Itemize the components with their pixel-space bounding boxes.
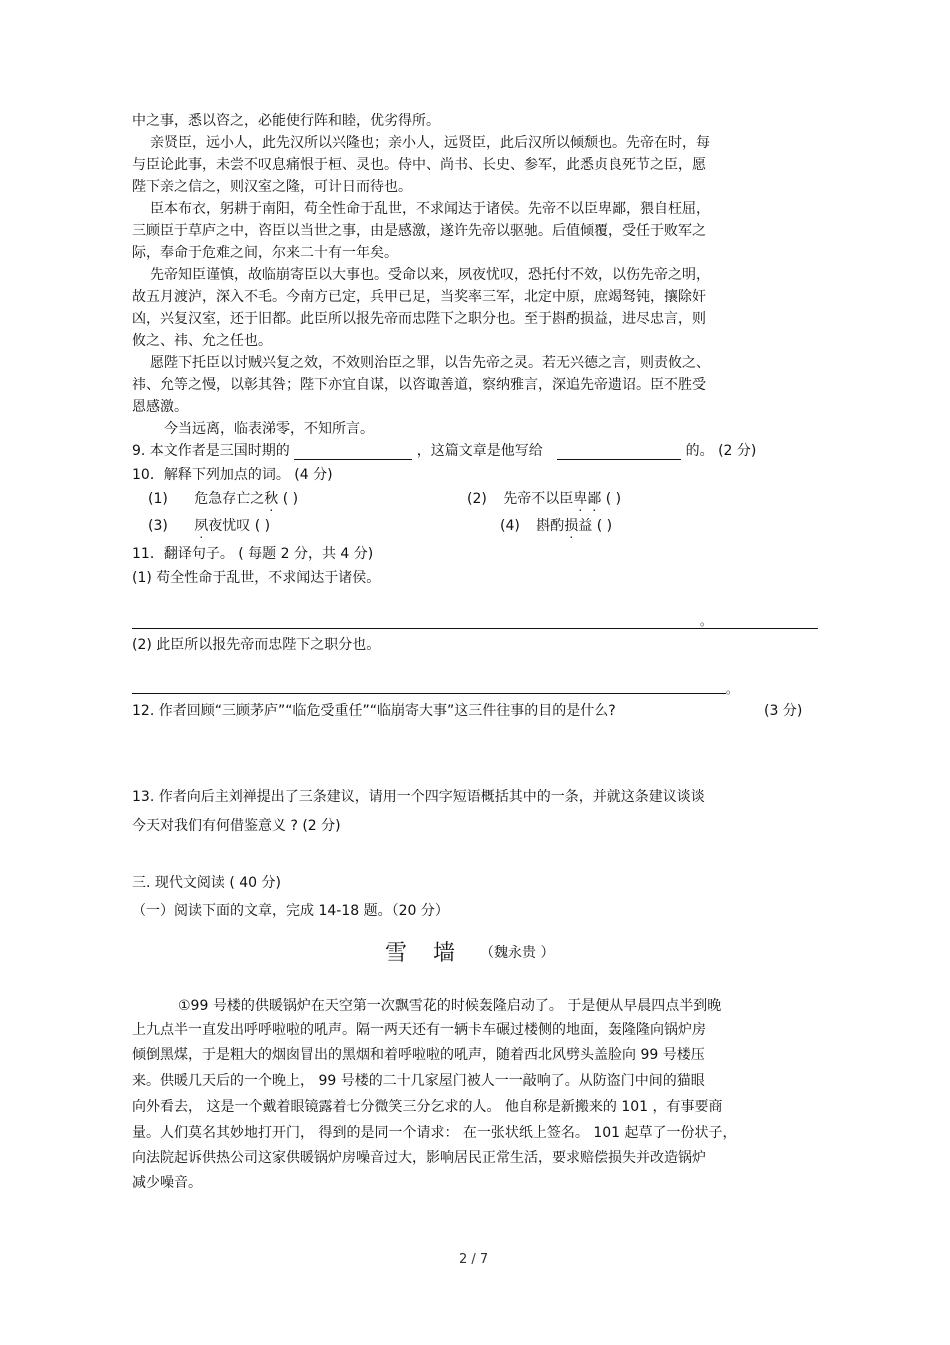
period-mark: 。 — [700, 614, 713, 628]
passage-line: 故五月渡泸，深入不毛。今南方已定，兵甲已足，当奖率三军，北定中原，庶竭驽钝，攘除奸 — [132, 289, 706, 305]
question-13: 13. 作者向后主刘禅提出了三条建议，请用一个四字短语概括其中的一条，并就这条建议谈谈 — [132, 789, 705, 805]
article-line: 倾倒黑煤，于是粗大的烟囱冒出的黑烟和着呼啦啦的吼声，随着西北风劈头盖脸向 99 号楼压 — [132, 1047, 705, 1063]
passage-line: 际，奉命于危难之间，尔来二十有一年矣。 — [132, 245, 398, 261]
answer-blank[interactable] — [294, 445, 412, 460]
article-title: 雪墙 — [385, 941, 482, 966]
page-number: 2 / 7 — [459, 1252, 489, 1267]
article-author: （魏永贵 ） — [480, 945, 555, 961]
article-line: 量。人们莫名其妙地打开门， 得到的是同一个请求： 在一张状纸上签名。 101 起草了一份状子， — [132, 1125, 737, 1141]
section-subheading: （一）阅读下面的文章，完成 14-18 题。（20 分） — [132, 903, 449, 919]
passage-line: 攸之、祎、允之任也。 — [132, 333, 272, 349]
question-12-score: (3 分) — [764, 703, 803, 719]
passage-line: 亲贤臣，远小人，此先汉所以兴隆也；亲小人，远贤臣，此后汉所以倾颓也。先帝在时，每 — [150, 135, 710, 151]
article-line: 来。供暖几天后的一个晚上， 99 号楼的二十几家屋门被人一一敲响了。从防盗门中间的猫眼 — [132, 1073, 705, 1089]
q10-item-2: (2) 先帝不以臣卑鄙 ( ) — [467, 491, 622, 507]
passage-line: 先帝知臣谨慎，故临崩寄臣以大事也。受命以来，夙夜忧叹，恐托付不效，以伤先帝之明， — [150, 267, 710, 283]
passage-line: 今当远离，临表涕零，不知所言。 — [164, 421, 374, 437]
question-12: 12. 作者回顾“三顾茅庐”“临危受重任”“临崩寄大事”这三件往事的目的是什么? — [132, 703, 616, 719]
answer-line[interactable] — [132, 693, 726, 694]
period-mark: 。 — [726, 682, 739, 696]
article-line: 向外看去， 这是一个戴着眼镜露着七分微笑三分乞求的人。 他自称是新搬来的 101 ，有事要商 — [132, 1099, 723, 1115]
passage-line: 凶，兴复汉室，还于旧都。此臣所以报先帝而忠陛下之职分也。至于斟酌损益，进尽忠言，则 — [132, 311, 706, 327]
article-line: ①99 号楼的供暖锅炉在天空第一次飘雪花的时候轰隆启动了。 于是便从早晨四点半到晚 — [178, 998, 722, 1014]
passage-line: 愿陛下托臣以讨贼兴复之效，不效则治臣之罪，以告先帝之灵。若无兴德之言，则责攸之、 — [150, 355, 710, 371]
q11-item-2: (2) 此臣所以报先帝而忠陛下之职分也。 — [132, 637, 381, 653]
question-9: 9. 本文作者是三国时期的 ，这篇文章是他写给 的。 (2 分) — [132, 443, 757, 459]
article-line: 上九点半一直发出呼呼啦啦的吼声。隔一两天还有一辆卡车碾过楼侧的地面，轰隆隆向锅炉房 — [132, 1022, 706, 1038]
passage-line: 恩感激。 — [132, 399, 188, 415]
passage-line: 陛下亲之信之，则汉室之隆，可计日而待也。 — [132, 179, 412, 195]
article-line: 减少噪音。 — [132, 1175, 202, 1191]
section-heading: 三. 现代文阅读 ( 40 分) — [132, 875, 281, 891]
question-10: 10．解释下列加点的词。 (4 分) — [132, 467, 333, 483]
passage-line: 祎、允等之慢，以彰其咎；陛下亦宜自谋，以咨诹善道，察纳雅言，深追先帝遗诏。臣不胜受 — [132, 377, 706, 393]
q11-item-1: (1) 苟全性命于乱世，不求闻达于诸侯。 — [132, 570, 381, 586]
answer-line[interactable] — [132, 628, 818, 629]
passage-line: 三顾臣于草庐之中，咨臣以当世之事，由是感激，遂许先帝以驱驰。后值倾覆，受任于败军之 — [132, 223, 706, 239]
passage-line: 臣本布衣，躬耕于南阳，苟全性命于乱世，不求闻达于诸侯。先帝不以臣卑鄙，猥自枉屈， — [150, 201, 710, 217]
question-11: 11．翻译句子。 ( 每题 2 分，共 4 分) — [132, 546, 374, 562]
answer-blank[interactable] — [557, 445, 681, 460]
q10-item-4: (4) 斟酌损益 ( ) — [500, 518, 613, 534]
article-line: 向法院起诉供热公司这家供暖锅炉房噪音过大，影响居民正常生活，要求赔偿损失并改造锅炉 — [132, 1150, 706, 1166]
q10-item-1: (1) 危急存亡之秋 ( ) — [148, 491, 299, 507]
passage-line: 与臣论此事，未尝不叹息痛恨于桓、灵也。侍中、尚书、长史、参军，此悉贞良死节之臣，愿 — [132, 157, 706, 173]
q10-item-3: (3) 夙夜忧叹 ( ) — [148, 518, 271, 534]
passage-line: 中之事，悉以咨之，必能使行阵和睦，优劣得所。 — [132, 113, 440, 129]
question-13-cont: 今天对我们有何借鉴意义 ? (2 分) — [132, 818, 341, 834]
